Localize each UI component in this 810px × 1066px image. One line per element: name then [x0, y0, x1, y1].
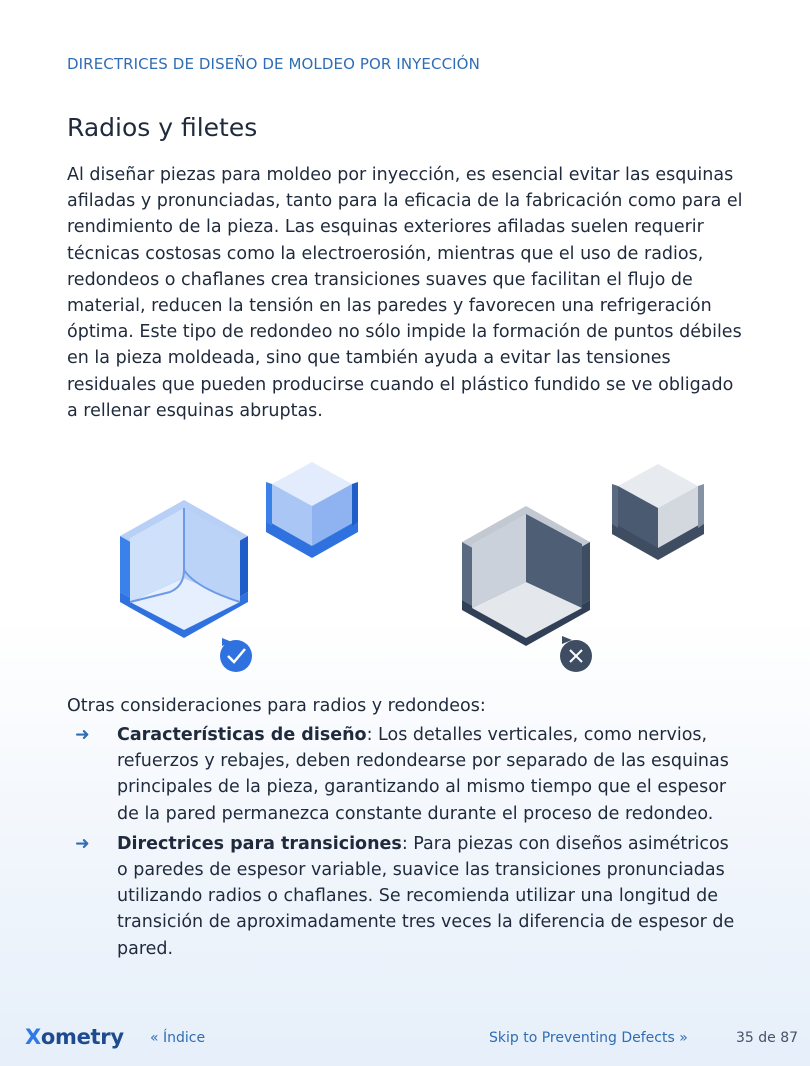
- rounded-cube-part: [266, 462, 358, 558]
- page-footer: [0, 1022, 810, 1054]
- check-circle-icon: [220, 638, 252, 672]
- skip-link[interactable]: Skip to Preventing Defects »: [489, 1030, 688, 1046]
- list-item-text: : Los detalles verticales, como nervios, refuerzos y rebajes, deben redondearse por separado de las esquinas principales de la pieza, garantizando al mismo tiempo que el espesor de la pared permanezca constante durante el proceso de redondeo.: [117, 725, 729, 824]
- considerations-list: [67, 722, 737, 966]
- considerations-intro: Otras consideraciones para radios y redondeos:: [67, 696, 486, 716]
- list-item-text: : Para piezas con diseños asimétricos o paredes de espesor variable, suavice las transiciones pronunciadas utilizando radios o chaflanes. Se recomienda utilizar una longitud de transición de aproximadamente tres veces la diferencia de espesor de pared.: [117, 833, 735, 959]
- list-item-title: Directrices para transiciones: [117, 833, 402, 854]
- list-item: [67, 831, 737, 962]
- xometry-logo[interactable]: Xometry: [25, 1025, 124, 1049]
- document-header: DIRECTRICES DE DISEÑO DE MOLDEO POR INYECCIÓN: [67, 55, 480, 73]
- arrow-right-icon: ➜: [75, 725, 90, 745]
- rounded-corner-part: [120, 500, 248, 638]
- section-title: Radios y filetes: [67, 113, 258, 142]
- list-item-title: Características de diseño: [117, 725, 367, 745]
- arrow-right-icon: ➜: [75, 833, 90, 854]
- corner-illustration: [100, 442, 720, 678]
- index-link[interactable]: « Índice: [150, 1030, 206, 1046]
- list-item: [67, 722, 737, 827]
- intro-paragraph: Al diseñar piezas para moldeo por inyección, es esencial evitar las esquinas afiladas y pronunciadas, tanto para la eficacia de la fabricación como para el rendimiento de la pieza. Las esquinas exteriores afiladas suelen requerir técnicas costosas como la electroerosión, mientras que el uso de radios, redondeos o chaflanes crea transiciones suaves que facilitan el flujo de material, reducen la tensión en las paredes y favorecen una refrigeración óptima. Este tipo de redondeo no sólo impide la formación de puntos débiles en la pieza moldeada, sino que también ayuda a evitar las tensiones residuales que pueden producirse cuando el plástico fundido se ve obligado a rellenar esquinas abruptas.: [67, 165, 743, 421]
- sharp-cube-part: [612, 464, 704, 560]
- x-circle-icon: [560, 636, 592, 672]
- sharp-corner-part: [462, 506, 590, 646]
- page-number: 35 de 87: [736, 1030, 799, 1046]
